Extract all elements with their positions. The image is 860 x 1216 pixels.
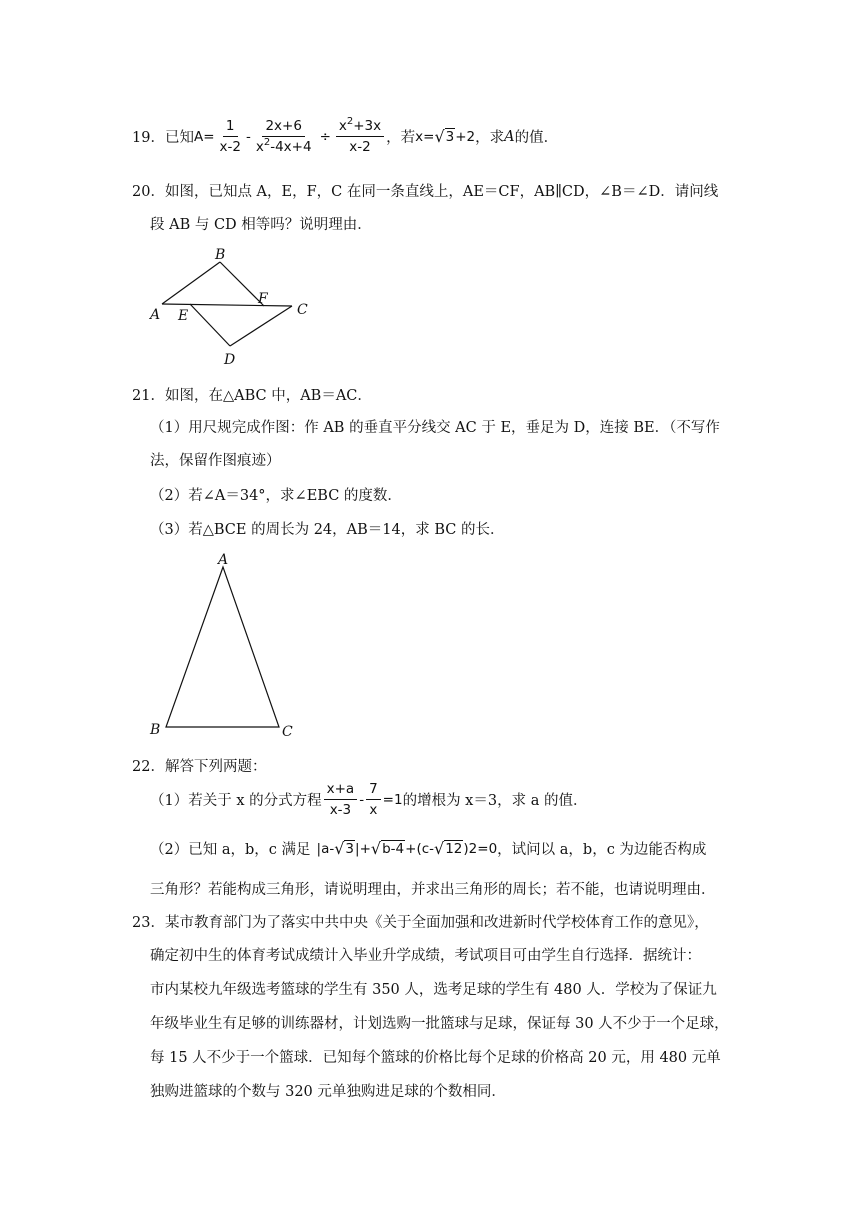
q23-line-4: 年级毕业生有足够的训练器材，计划选购一批篮球与足球，保证每 30 人不少于一个足球，	[150, 1016, 729, 1032]
q23-line-2: 确定初中生的体育考试成绩计入毕业升学成绩，考试项目可由学生自行选择．据统计：	[150, 948, 701, 964]
q22-p2-equals: =0	[477, 840, 498, 857]
q22-p1-tail: 的增根为 x＝3，求 a 的值．	[402, 793, 588, 809]
q19-cond-x: x=	[415, 128, 435, 145]
q19-A-eq: A=	[193, 128, 215, 145]
q21-label-B: B	[150, 722, 161, 738]
q22-p2-sqrt-2: b-4	[382, 841, 405, 857]
q19-lead: 已知	[164, 130, 194, 146]
q19-f1-numerator: 1	[223, 118, 238, 137]
q23-line-3: 市内某校九年级选考篮球的学生有 350 人，选考足球的学生有 480 人．学校为了保证九	[150, 982, 717, 998]
q20-label-B: B	[215, 247, 226, 263]
q21-part-2: （2）若∠A＝34°，求∠EBC 的度数．	[150, 488, 402, 504]
q22-p2-sqrt-3: 12	[445, 841, 463, 857]
q22-p1-fraction-1	[324, 781, 358, 818]
q23-line-6: 独购进篮球的个数与 320 元单独购进足球的个数相同．	[150, 1084, 506, 1100]
q22-p2-paren-a: (c-	[416, 840, 434, 857]
q22-p1-f1-denominator: x-3	[329, 802, 352, 818]
q19-f3-numerator: $x^2+3x$	[336, 118, 384, 137]
sqrt-icon: √	[370, 839, 382, 858]
q21-part-1b: 法，保留作图痕迹）	[150, 453, 281, 469]
q21-label-C: C	[282, 724, 293, 740]
q22-p2-abs-a: a-	[321, 840, 335, 857]
q22-p2-lead: （2）已知 a，b，c 满足	[150, 842, 311, 858]
q19-cond-c: ，求	[475, 130, 505, 146]
sqrt-icon: √	[334, 839, 345, 858]
q22-p2-plus: +	[359, 840, 371, 857]
q22-p1-equals: =1	[382, 791, 403, 808]
q22-p1-fraction-2	[366, 781, 381, 818]
q20-label-F: F	[258, 291, 268, 307]
q19-fraction-1	[217, 118, 244, 155]
q23-line-1: 23．某市教育部门为了落实中共中央《关于全面加强和改进新时代学校体育工作的意见》，	[132, 915, 709, 931]
q20-label-D: D	[224, 352, 236, 368]
q21-figure	[140, 550, 300, 740]
q19-minus: -	[245, 128, 251, 145]
q19-cond-A: A	[504, 128, 515, 145]
q22-part-2: （2）已知 a，b，c 满足 | a- √ 3 | + √ b-4 + (c- √ 12 ) 2 =0 ，试问以 a，b，c 为边能否构成	[150, 839, 707, 858]
q20-segment-AB	[162, 262, 220, 304]
q22-p1-minus: -	[359, 791, 365, 808]
q20-figure	[140, 240, 340, 370]
sqrt-icon: √	[434, 127, 445, 146]
q22-p1-f2-numerator: 7	[366, 781, 381, 800]
q21-triangle-ABC	[166, 567, 279, 727]
q19-fraction-2	[253, 118, 315, 155]
q22-p1-lead: （1）若关于 x 的分式方程	[150, 793, 322, 809]
q19-f2-numerator: 2x+6	[262, 118, 304, 137]
q22-p2-tail: ，试问以 a，b，c 为边能否构成	[497, 842, 707, 858]
q20-label-A: A	[150, 307, 161, 323]
q22-part-2-line-2: 三角形？若能构成三角形，请说明理由，并求出三角形的周长；若不能，也请说明理由．	[150, 882, 716, 898]
q21-label-A: A	[218, 552, 229, 568]
q20-segment-AC	[162, 304, 292, 306]
q22-p2-plus-2: +	[405, 840, 417, 857]
q22-p2-sqrt-1: 3	[345, 841, 355, 857]
q19-sqrt-value: 3	[445, 129, 455, 145]
q20-label-C: C	[297, 302, 308, 318]
q22-p1-f1-numerator: x+a	[324, 781, 358, 800]
q19-f2-denominator: $x^2-4x+4$	[255, 137, 312, 155]
q19-fraction-3	[336, 118, 384, 155]
q19-number: 19．	[132, 130, 165, 146]
q20-segment-DC	[230, 306, 292, 346]
q21-line-1: 21．如图，在△ABC 中，AB＝AC．	[132, 388, 372, 404]
q19-cond-b: +2	[455, 128, 476, 145]
sqrt-icon: √	[434, 839, 445, 858]
q22-line-1: 22．解答下列两题：	[132, 759, 267, 775]
q20-line-1: 20．如图，已知点 A，E，F，C 在同一条直线上，AE＝CF，AB∥CD，∠B＝∠D．请问线	[132, 184, 719, 200]
abs-bar-right-icon: |	[355, 840, 360, 857]
q20-line-2: 段 AB 与 CD 相等吗？说明理由．	[150, 217, 372, 233]
abs-bar-left-icon: |	[316, 840, 322, 857]
q22-p1-f2-denominator: x	[369, 802, 378, 818]
q22-p2-paren-b: )	[463, 840, 469, 857]
q21-part-3: （3）若△BCE 的周长为 24，AB＝14，求 BC 的长．	[150, 522, 505, 538]
q22-part-1	[150, 781, 587, 818]
q19-cond-a: ，若	[386, 130, 416, 146]
q19-f3-denominator: x-2	[349, 139, 371, 155]
q20-label-E: E	[178, 308, 189, 324]
q23-line-5: 每 15 人不少于一个篮球．已知每个篮球的价格比每个足球的价格高 20 元，用 480 元单	[150, 1050, 721, 1066]
q19-cond-d: 的值．	[514, 130, 559, 146]
q20-segment-ED	[190, 304, 230, 346]
q19-line	[132, 118, 558, 155]
q19-f1-denominator: x-2	[219, 139, 241, 155]
q21-part-1a: （1）用尺规完成作图：作 AB 的垂直平分线交 AC 于 E，垂足为 D，连接 BE．（不写作	[150, 420, 720, 436]
q19-divide: ÷	[319, 128, 331, 145]
